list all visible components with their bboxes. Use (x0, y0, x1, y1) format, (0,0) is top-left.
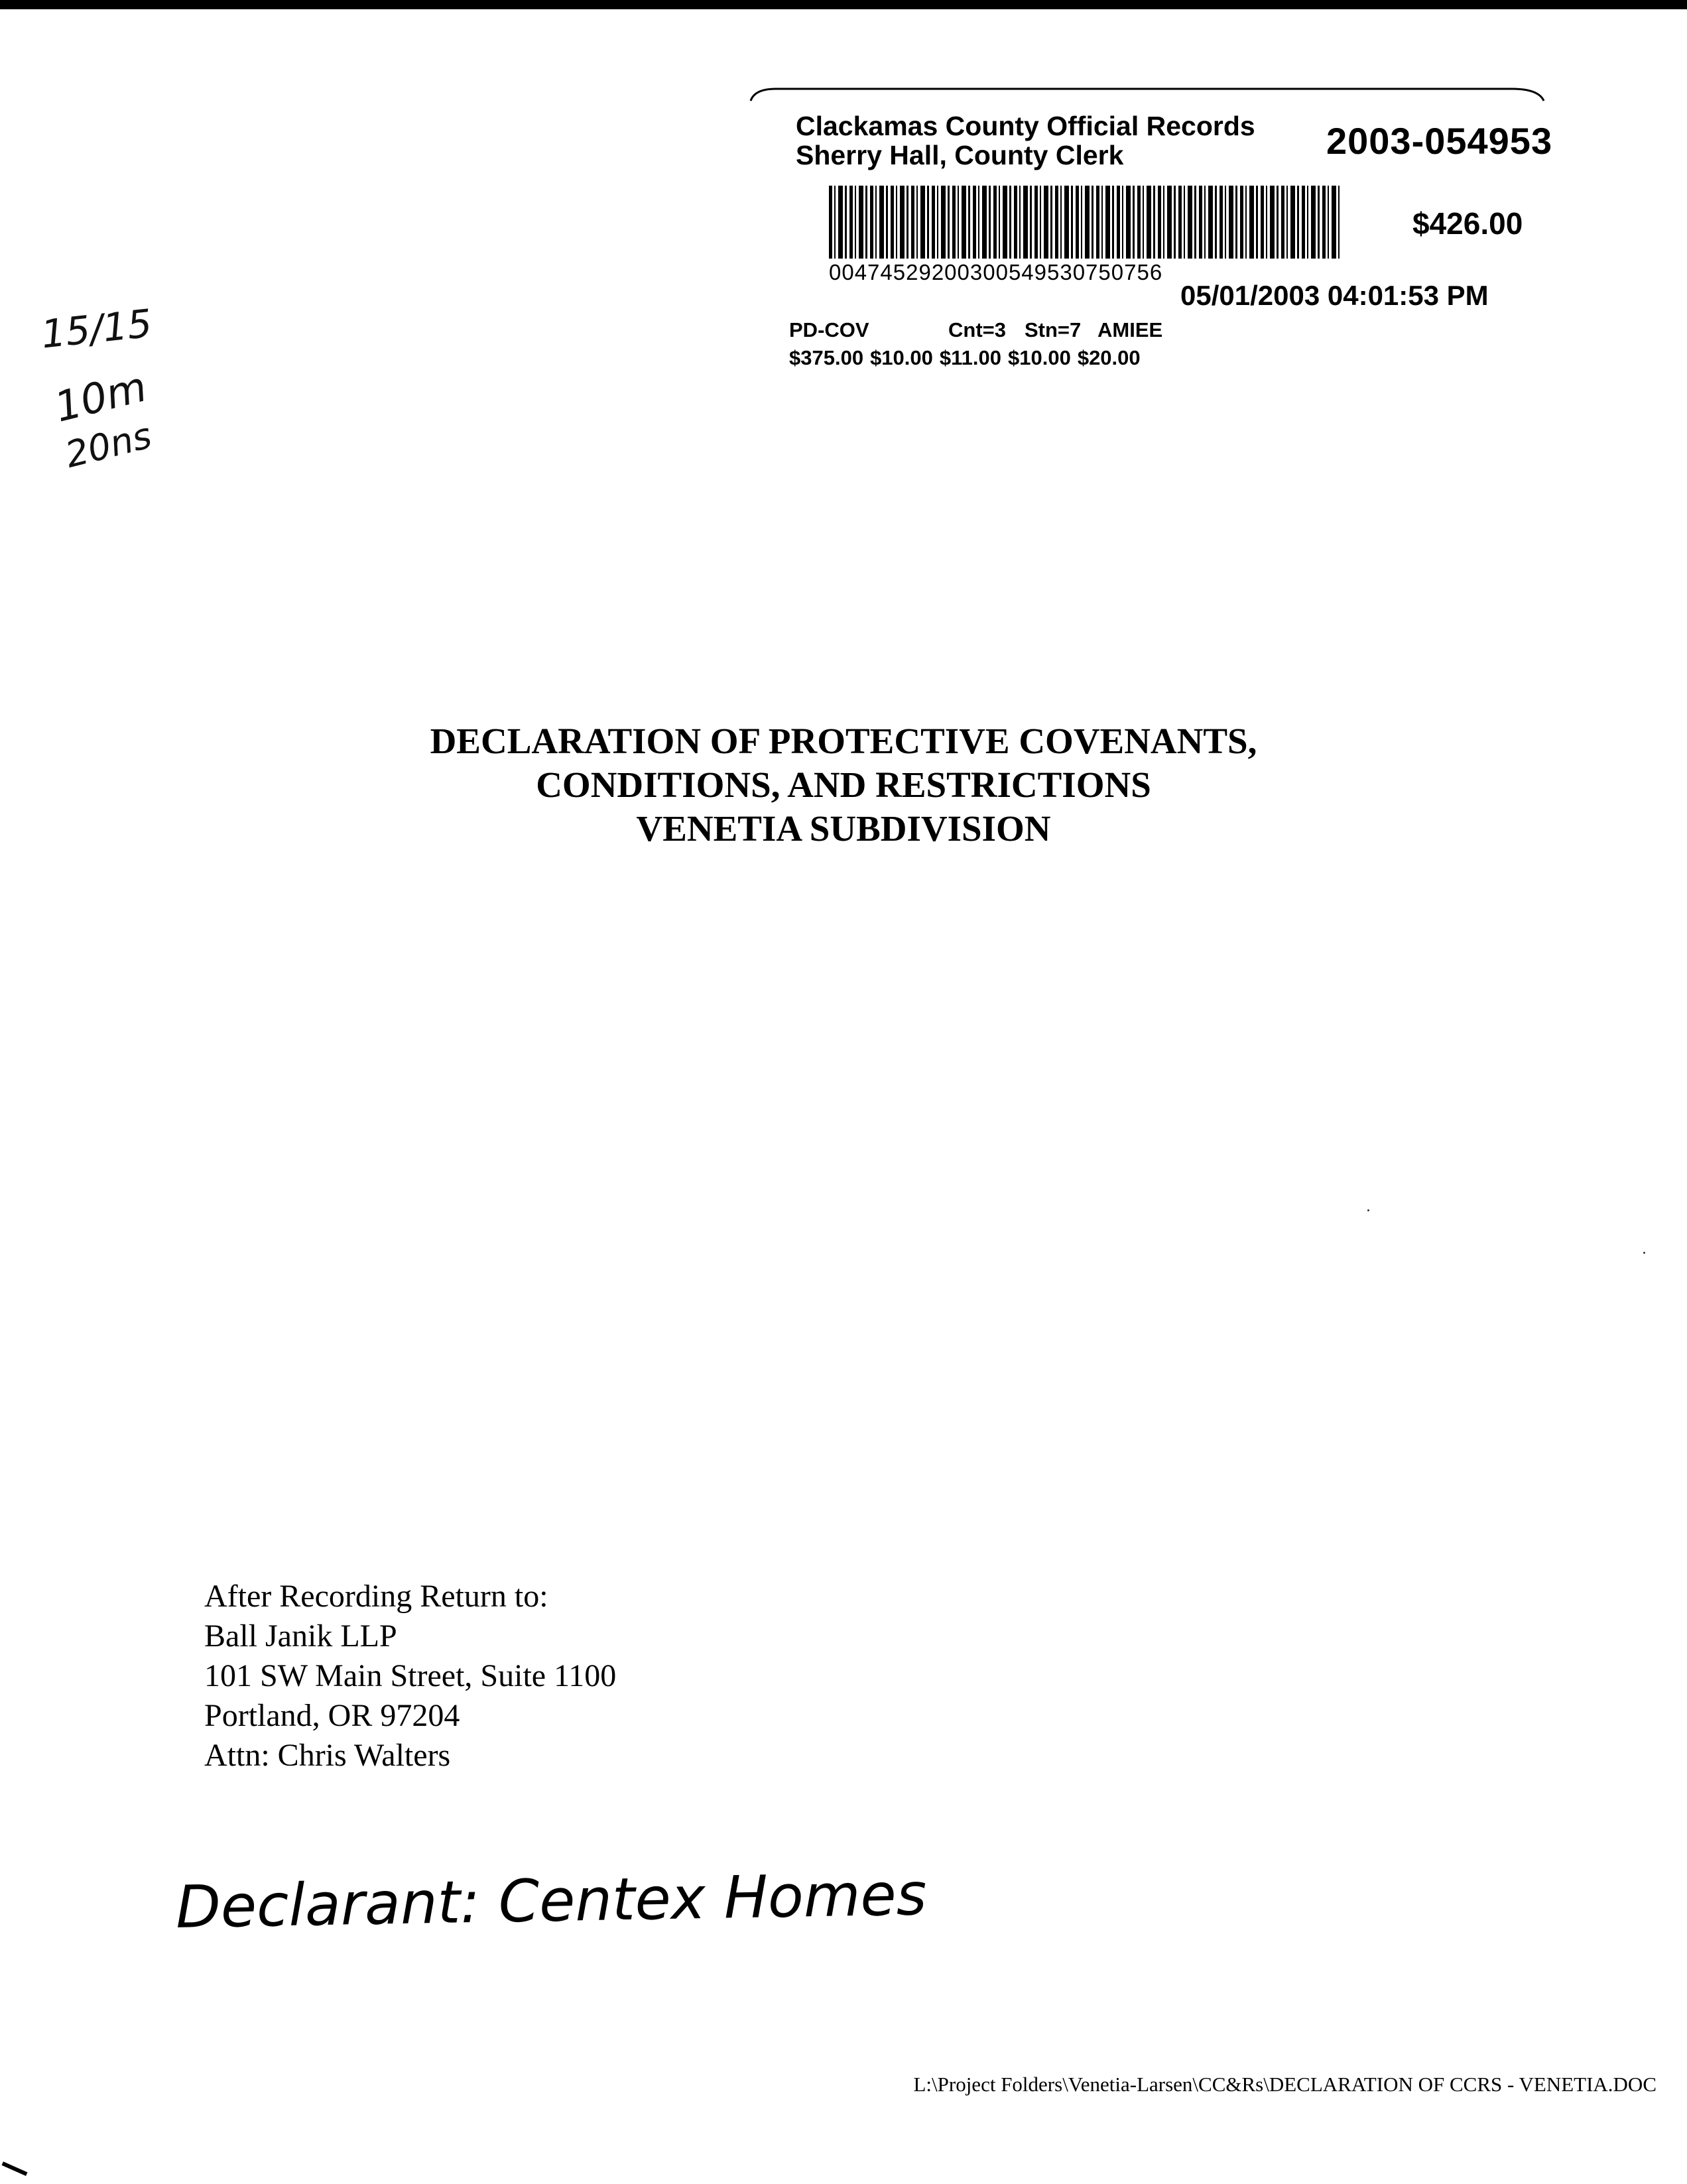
scan-mark-bottom (2, 2161, 28, 2176)
file-path-footer: L:\Project Folders\Venetia-Larsen\CC&Rs\DECLARATION OF CCRS - VENETIA.DOC (913, 2073, 1656, 2096)
handwritten-note: 10m (50, 362, 152, 432)
handwritten-page-count: 15/15 (38, 300, 155, 357)
scan-speck (1367, 1209, 1369, 1211)
clerk-initials: AMIEE (1097, 318, 1163, 341)
recording-datetime: 05/01/2003 04:01:53 PM (1180, 280, 1489, 311)
return-city: Portland, OR 97204 (204, 1698, 460, 1733)
recording-office (796, 111, 1255, 170)
return-firm: Ball Janik LLP (204, 1618, 397, 1654)
recording-stamp (749, 86, 1553, 378)
county-clerk: Sherry Hall, County Clerk (796, 140, 1124, 170)
station: Stn=7 (1025, 318, 1082, 341)
fee-breakdown (789, 346, 1147, 370)
return-heading: After Recording Return to: (204, 1579, 548, 1614)
fee-item: $20.00 (1077, 346, 1141, 369)
fee-item: $375.00 (789, 346, 864, 369)
scan-edge-top (0, 0, 1687, 9)
fee-item: $11.00 (939, 346, 1001, 369)
count: Cnt=3 (948, 318, 1006, 341)
title-line: DECLARATION OF PROTECTIVE COVENANTS, (430, 721, 1257, 761)
fee-item: $10.00 (1008, 346, 1071, 369)
fee-item: $10.00 (870, 346, 933, 369)
title-line: VENETIA SUBDIVISION (636, 808, 1051, 849)
handwritten-note: 20ns (61, 414, 156, 476)
handwritten-declarant: Declarant: Centex Homes (175, 1860, 928, 1941)
barcode-digits: 00474529200300549530750756 (829, 260, 1163, 284)
barcode (829, 186, 1340, 259)
stamp-detail-line (789, 318, 1162, 342)
office-name: Clackamas County Official Records (796, 111, 1255, 141)
doc-code: PD-COV (789, 318, 869, 341)
document-title (0, 719, 1687, 851)
recording-amount: $426.00 (1412, 206, 1523, 241)
record-number: 2003-054953 (1326, 120, 1553, 162)
stamp-frame-curve (749, 86, 1545, 113)
title-line: CONDITIONS, AND RESTRICTIONS (536, 764, 1151, 805)
scan-speck (1643, 1252, 1645, 1254)
return-street: 101 SW Main Street, Suite 1100 (204, 1658, 617, 1693)
return-address (204, 1577, 616, 1776)
return-attn: Attn: Chris Walters (204, 1738, 451, 1773)
